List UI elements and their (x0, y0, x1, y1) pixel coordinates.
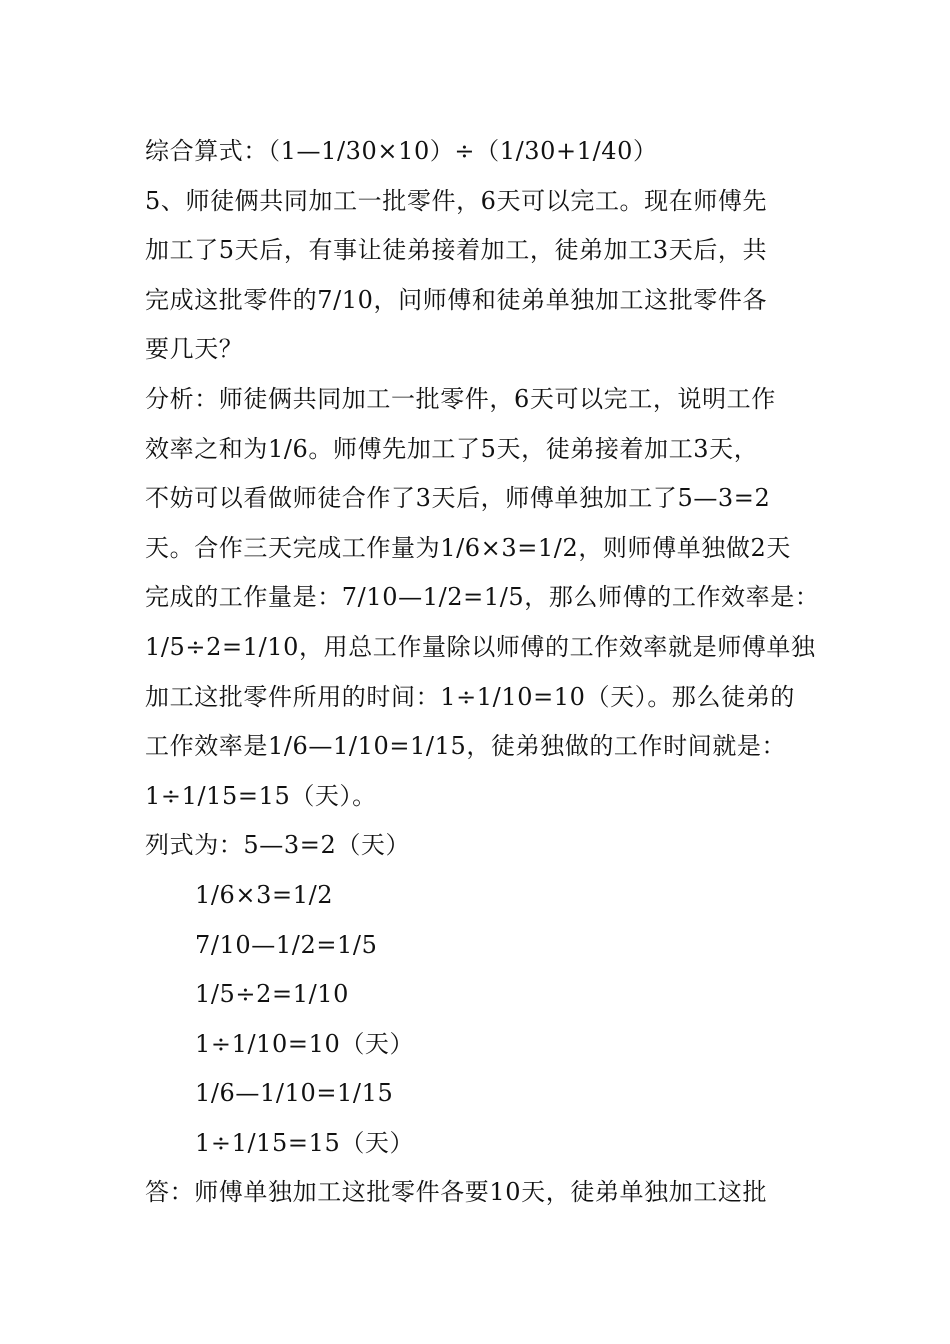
equation-line: 1÷1/15=15（天） (195, 1128, 415, 1157)
analysis-line-2: 效率之和为1/6。师傅先加工了5天，徒弟接着加工3天， (145, 434, 759, 463)
answer-line: 答：师傅单独加工这批零件各要10天，徒弟单独加工这批 (145, 1178, 768, 1207)
problem-5-line-2: 加工了5天后，有事让徒弟接着加工，徒弟加工3天后，共 (145, 236, 768, 265)
analysis-line-7: 加工这批零件所用的时间：1÷1/10=10（天）。那么徒弟的 (145, 682, 795, 711)
analysis-line-8: 工作效率是1/6—1/10=1/15，徒弟独做的工作时间就是： (145, 732, 787, 761)
problem-5-line-1: 5、师徒俩共同加工一批零件，6天可以完工。现在师傅先 (145, 186, 768, 215)
document-page (145, 127, 820, 1218)
analysis-line-5: 完成的工作量是：7/10—1/2=1/5，那么师傅的工作效率是： (145, 583, 820, 612)
problem-5-line-3: 完成这批零件的7/10，问师傅和徒弟单独加工这批零件各 (145, 285, 768, 314)
problem-5-line-4: 要几天？ (145, 335, 244, 364)
equation-line: 1/5÷2=1/10 (195, 980, 350, 1009)
equation-line: 1÷1/10=10（天） (195, 1029, 415, 1058)
analysis-line-6: 1/5÷2=1/10，用总工作量除以师傅的工作效率就是师傅单独 (145, 632, 816, 661)
equation-line: 7/10—1/2=1/5 (195, 930, 378, 959)
analysis-line-3: 不妨可以看做师徒合作了3天后，师傅单独加工了5—3=2 (145, 484, 771, 513)
equation-line: 1/6—1/10=1/15 (195, 1079, 394, 1108)
equation-header-line: 列式为：5—3=2（天） (145, 831, 411, 860)
analysis-line-4: 天。合作三天完成工作量为1/6×3=1/2，则师傅单独做2天 (145, 533, 792, 562)
analysis-line-1: 分析：师徒俩共同加工一批零件，6天可以完工，说明工作 (145, 384, 776, 413)
combined-formula-line: 综合算式：（1—1/30×10）÷（1/30+1/40） (145, 137, 658, 165)
equation-line: 1/6×3=1/2 (195, 880, 334, 909)
analysis-line-9: 1÷1/15=15（天）。 (145, 781, 377, 810)
